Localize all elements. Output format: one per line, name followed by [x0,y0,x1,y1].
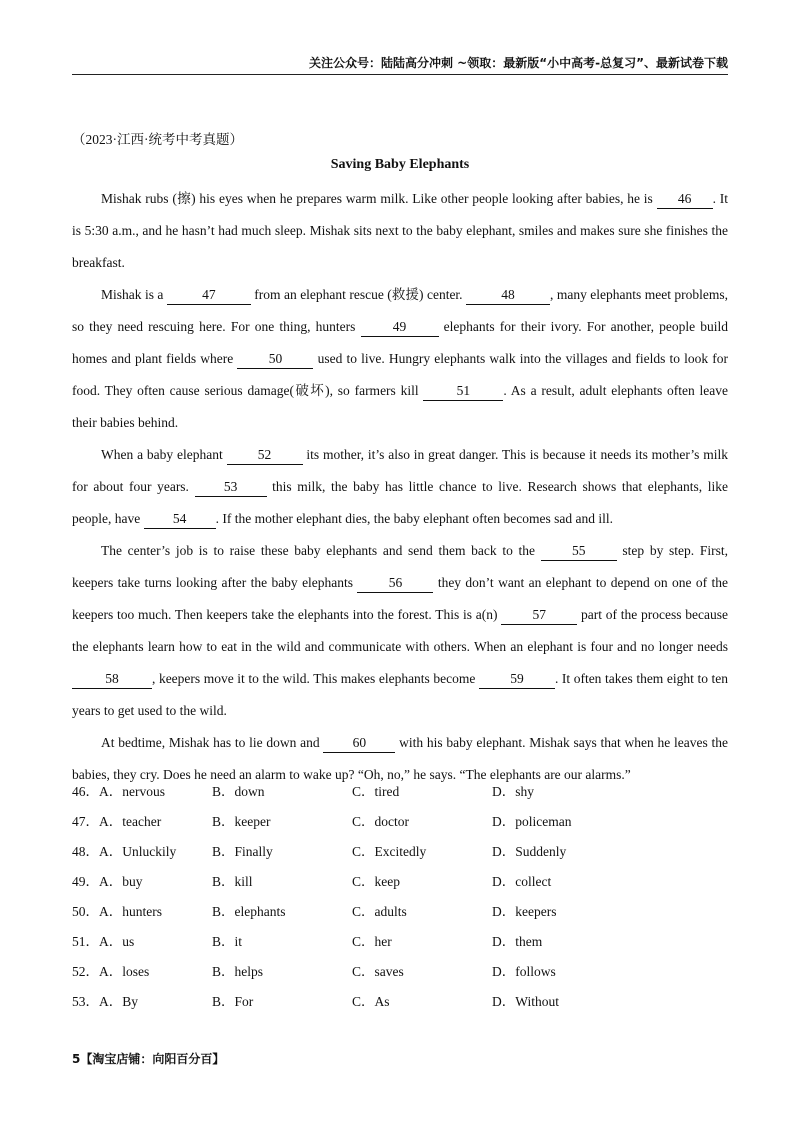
option-row [72,930,728,960]
option-c: C．keep [352,874,400,889]
option-b: B．it [212,934,243,949]
option-row [72,810,728,840]
page-header: 关注公众号：陆陆高分冲刺 ~领取：最新版“小中高考-总复习”、最新试卷下载 [72,56,728,75]
option-d: D．keepers [492,904,557,919]
option-b: B．kill [212,874,253,889]
option-d: D．policeman [492,814,572,829]
text: Mishak is a [101,287,167,302]
option-b: B．elephants [212,904,286,919]
option-row [72,990,728,1020]
blank-57: 57 [501,606,577,625]
option-c: C．adults [352,904,407,919]
text: from an elephant rescue (救援) center. [250,287,467,302]
blank-49: 49 [361,318,439,337]
text: The center’s job is to raise these baby elephants and send them back to the [101,543,541,558]
option-b: B．Finally [212,844,273,859]
option-b: B．helps [212,964,264,979]
option-d: D．them [492,934,543,949]
text: part of the process because the elephants learn how to eat in the wild and communicate with others. When an elephant is four and no longer needs [72,607,728,654]
blank-48: 48 [466,286,550,305]
option-a: 52．A．loses [72,964,150,979]
option-d: D．follows [492,964,556,979]
option-a: 53．A．By [72,994,139,1009]
text: , many elephants meet problems, so they need rescuing here. For one thing, hunters [72,287,729,334]
blank-54: 54 [144,510,216,529]
option-a: 51．A．us [72,934,135,949]
text: Mishak rubs (擦) his eyes when he prepares warm milk. Like other people looking after babies, he is [101,191,657,206]
text: , keepers move it to the wild. This makes elephants become [152,671,479,686]
option-a: 47．A．teacher [72,814,162,829]
text: elephants for their ivory. For another, people build homes and plant fields where [72,319,728,366]
blank-52: 52 [227,446,303,465]
blank-60: 60 [323,734,395,753]
option-c: C．Excitedly [352,844,427,859]
text: At bedtime, Mishak has to lie down and [101,735,324,750]
page-footer: 5【淘宝店铺：向阳百分百】 [72,1052,225,1066]
option-c: C．doctor [352,814,409,829]
passage-title: Saving Baby Elephants [330,157,470,172]
option-d: D．Without [492,994,559,1009]
blank-58: 58 [72,670,152,689]
blank-55: 55 [541,542,617,561]
option-row [72,840,728,870]
answer-options [72,780,728,1020]
blank-50: 50 [237,350,313,369]
option-a: 49．A．buy [72,874,143,889]
option-d: D．collect [492,874,552,889]
blank-46: 46 [657,190,713,209]
blank-47: 47 [167,286,251,305]
text: . If the mother elephant dies, the baby elephant often becomes sad and ill. [215,511,613,526]
paragraph-4 [72,535,728,727]
option-a: 46．A．nervous [72,784,165,799]
option-b: B．keeper [212,814,271,829]
text: its mother, it’s also in great danger. This is because it needs its mother’s milk for about four years. [72,447,728,494]
option-row [72,900,728,930]
paragraph-2 [72,279,728,439]
text: with his baby elephant. Mishak says that when he leaves the babies, they cry. Does he need an alarm to wake up? “Oh, no,” he says. “The elephants are our alarms.” [72,735,728,782]
option-d: D．shy [492,784,535,799]
text: step by step. First, keepers take turns looking after the baby elephants [72,543,728,590]
option-row [72,780,728,810]
option-d: D．Suddenly [492,844,567,859]
text: used to live. Hungry elephants walk into the villages and fields to look for food. They often cause serious damage(破坏), so farmers kill [72,351,729,398]
blank-53: 53 [195,478,267,497]
paragraph-3 [72,439,728,535]
exam-source: （2023·江西·统考中考真题） [72,132,243,147]
option-b: B．down [212,784,265,799]
option-c: C．her [352,934,392,949]
blank-59: 59 [479,670,555,689]
text: . It often takes them eight to ten years to get used to the wild. [72,671,729,718]
option-b: B．For [212,994,254,1009]
blank-51: 51 [423,382,503,401]
option-c: C．tired [352,784,400,799]
blank-56: 56 [357,574,433,593]
text: When a baby elephant [101,447,227,462]
text: they don’t want an elephant to depend on one of the keepers too much. Then keepers take the elephants into the forest. This is a(n) [72,575,729,622]
text: . It is 5:30 a.m., and he hasn’t had much sleep. Mishak sits next to the baby elephant, smiles and makes sure she finishes the breakfast. [72,191,729,270]
option-a: 50．A．hunters [72,904,162,919]
passage [72,183,728,791]
option-row [72,960,728,990]
option-c: C．saves [352,964,404,979]
text: this milk, the baby has little chance to live. Research shows that elephants, like people, have [72,479,728,526]
paragraph-1 [72,183,728,279]
text: . As a result, adult elephants often leave their babies behind. [72,383,729,430]
option-a: 48．A．Unluckily [72,844,177,859]
option-row [72,870,728,900]
option-c: C．As [352,994,390,1009]
